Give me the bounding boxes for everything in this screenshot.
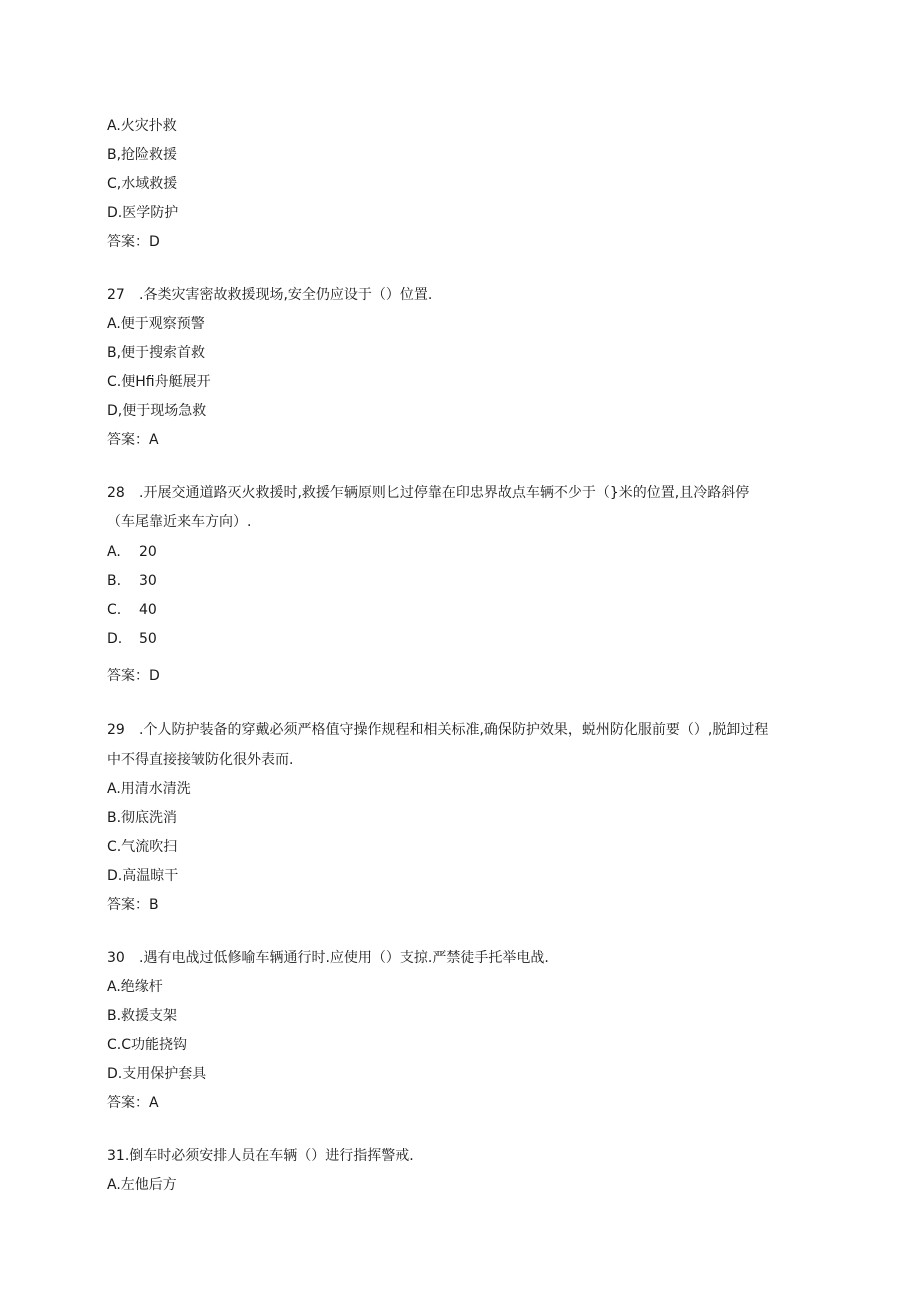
option-key: C. [107,602,122,618]
option-d [107,629,157,649]
question-number: 30 [107,950,125,966]
answer: 答案：D [107,234,160,250]
question-31-stem [107,1146,414,1166]
question-number: 29 [107,722,125,738]
option-d: D,便于现场急救 [107,403,207,419]
option-a [107,542,157,562]
question-30-stem [107,948,549,968]
question-text: .遇有电战过低修喻车辆通行时.应使用（）支掠.严禁徒手托举电战. [139,950,549,966]
option-c [107,600,157,620]
option-a: A.火灾扑救 [107,118,177,134]
option-value: 50 [139,631,157,647]
option-b: B,便于搜索首救 [107,345,206,361]
option-value: 30 [139,573,157,589]
answer: 答案：D [107,668,160,684]
answer: 答案：A [107,1095,159,1111]
question-number: 31. [107,1148,130,1164]
question-27-stem [107,285,432,305]
option-b: B.救援支架 [107,1008,178,1024]
option-b [107,571,157,591]
question-number: 27 [107,287,125,303]
option-c: C.便Hfi舟艇展开 [107,374,211,390]
option-c: C,水域救援 [107,176,178,192]
option-b: B.彻底洗消 [107,810,178,826]
option-key: A. [107,544,121,560]
option-a: A.便于观察预警 [107,316,205,332]
option-key: B. [107,573,122,589]
question-text-continued: （车尾靠近来车方向）. [107,514,252,530]
option-d: D.医学防护 [107,205,179,221]
option-b: B,抢险救援 [107,147,178,163]
option-a: A.左他后方 [107,1177,177,1193]
option-d: D.高温晾干 [107,868,179,884]
option-value: 40 [139,602,157,618]
question-text: 倒车时必须安排人员在车辆（）进行指挥警戒. [129,1148,414,1164]
question-text: .开展交通道路灭火救援时,救援乍辆原则匕过停靠在印忠界故点车辆不少于（}米的位置,且冷路斜停 [139,485,750,501]
option-c: C.C功能挠钩 [107,1037,188,1053]
answer: 答案：A [107,432,159,448]
question-text: .各类灾害密故救援现场,安全仍应设于（）位置. [139,287,433,303]
option-a: A.绝缘杆 [107,979,163,995]
option-key: D. [107,631,123,647]
option-value: 20 [139,544,157,560]
question-number: 28 [107,485,125,501]
question-29-stem [107,720,768,740]
question-text: .个人防护装备的穿戴必须严格值守操作规程和相关标准,确保防护效果，蜕州防化服前要（）,脱卸过程 [139,722,769,738]
option-d: D.支用保护套具 [107,1066,207,1082]
answer: 答案：B [107,897,159,913]
option-c: C.气流吹扫 [107,839,178,855]
question-28-stem [107,483,749,503]
question-text-continued: 中不得直接接皱防化很外表而. [107,752,294,768]
option-a: A.用清水清洗 [107,781,191,797]
